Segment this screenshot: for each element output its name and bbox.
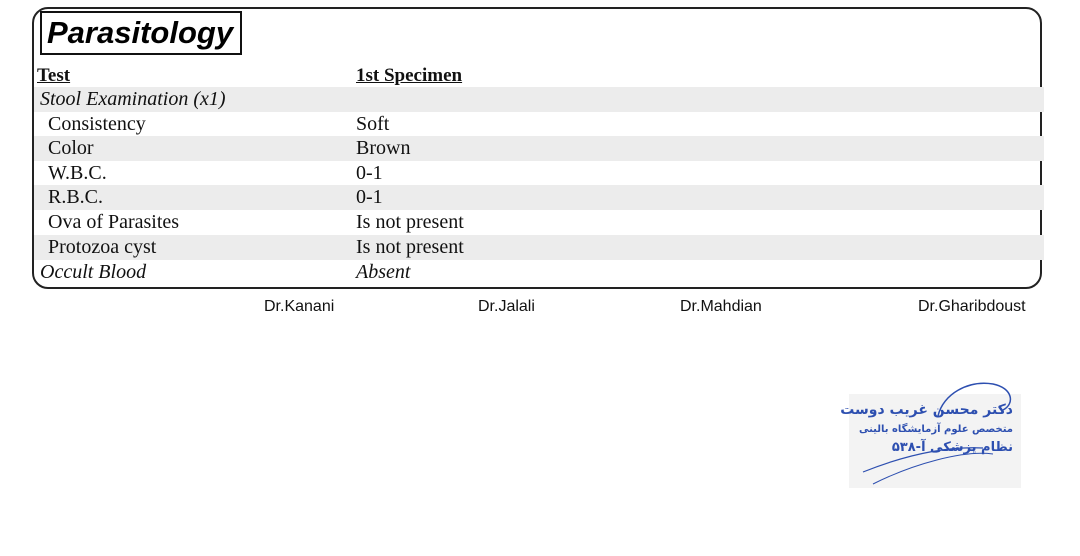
table-row-group xyxy=(34,87,1044,112)
test-name: Protozoa cyst xyxy=(48,236,157,258)
stamp-doctor-name: دکتر محسن غریب دوست xyxy=(840,402,1013,418)
stamp-license-number: نظام پزشکی آ-۵۳۸ xyxy=(891,440,1013,455)
doctor-name-gharibdoust: Dr.Gharibdoust xyxy=(918,298,1026,315)
column-header-specimen: 1st Specimen xyxy=(356,65,463,86)
doctor-name-jalali: Dr.Jalali xyxy=(478,298,535,315)
test-name: Color xyxy=(48,137,94,159)
test-value: Is not present xyxy=(356,211,464,233)
stamp-specialty: متخصص علوم آزمایشگاه بالینی xyxy=(858,424,1013,435)
column-header-test: Test xyxy=(37,65,71,86)
section-title: Parasitology xyxy=(40,11,242,55)
test-name: W.B.C. xyxy=(48,162,107,184)
test-name: R.B.C. xyxy=(48,186,104,208)
test-name: Ova of Parasites xyxy=(48,211,180,233)
table-row xyxy=(34,136,1044,161)
table-row xyxy=(34,210,1044,235)
test-value: Absent xyxy=(356,261,411,283)
doctor-name-mahdian: Dr.Mahdian xyxy=(680,298,762,315)
test-value: 0-1 xyxy=(356,186,383,208)
table-row xyxy=(34,112,1044,137)
table-header-row xyxy=(34,63,1044,88)
table-row xyxy=(34,161,1044,186)
test-value: Brown xyxy=(356,137,411,159)
table-row xyxy=(34,185,1044,210)
test-value: 0-1 xyxy=(356,162,383,184)
test-value: Is not present xyxy=(356,236,464,258)
doctor-stamp xyxy=(840,376,1023,490)
test-name: Consistency xyxy=(48,113,146,135)
test-name: Occult Blood xyxy=(40,261,147,283)
table-row xyxy=(34,260,1044,285)
table-row xyxy=(34,235,1044,260)
test-group-name: Stool Examination (x1) xyxy=(40,88,226,110)
test-value: Soft xyxy=(356,113,390,135)
doctor-name-kanani: Dr.Kanani xyxy=(264,298,335,315)
